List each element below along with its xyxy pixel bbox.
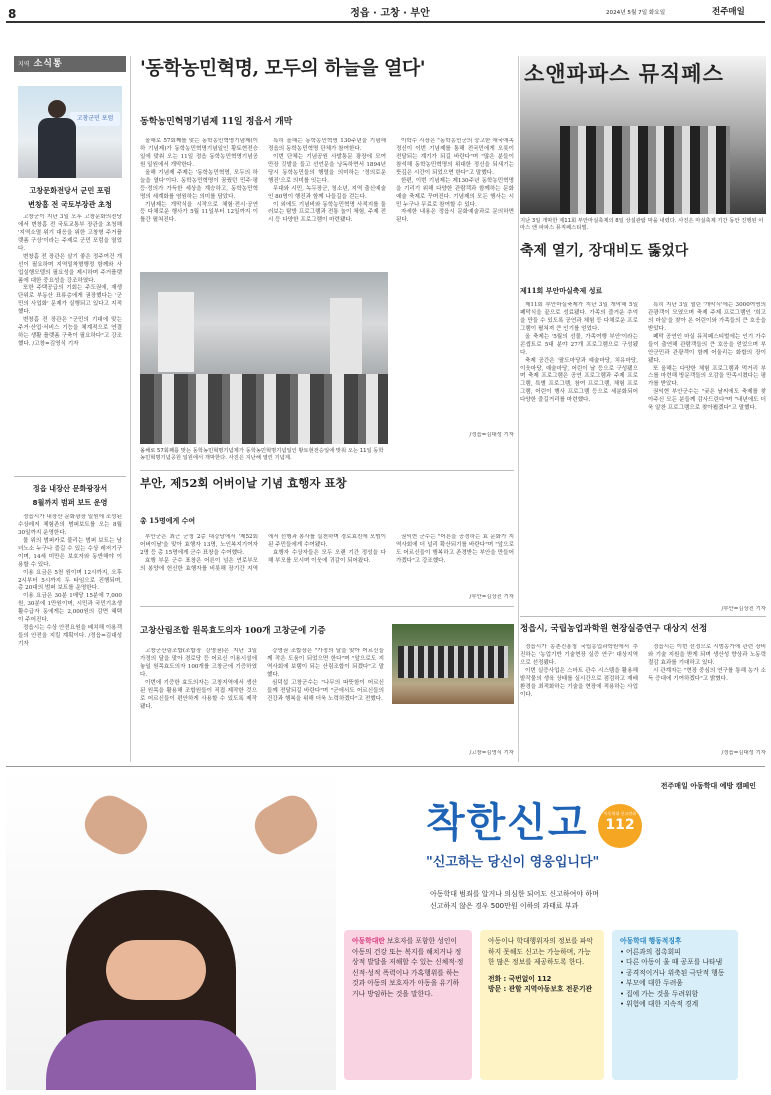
ad-box3-title: 아동학대 행동적징후 (620, 937, 682, 945)
chair-body: 고창군산림조합(조합장 강영권)은 지난 3일 가정의 달을 맞아 경로당 등 어르신 이용시설에 놓일 원목효도의자 100개를 고창군에 기증하였다. 이번에 기증한 효도의자는 고창지역에서 생산된 원목을 활용해 조합원들이 직접 제작한 것으로 어르신들이 편안하게 사용할 수 있도록 제작됐다. 강영권 조합장은 "가정의 달을 맞아 어르신들께 작은 도움이 되었으면 한다"며 "앞으로도 지역사회에 보탬이 되는 산림조합이 되겠다"고 말했다. 심덕섭 고창군수는 "나무의 따뜻함이 어르신들께 전달되길 바란다"며 "군에서도 어르신들의 건강과 행복을 위해 더욱 노력하겠다"고 전했다. (140, 648, 384, 710)
ad-box3-item: • 공격적이거나 위축된 극단적 행동 (620, 968, 725, 977)
sidebar-photo-banner: 고창군민 포럼 (70, 112, 120, 126)
ad-badge-small: 아동학대 신고전화 (603, 811, 637, 816)
festival-subhead: 제11회 부안마실축제 성료 (520, 286, 603, 295)
child-illustration (6, 770, 336, 1090)
sidebar-item1-title-b: 변창흠 전 국토부장관 초청 (28, 200, 112, 209)
festival-photo (520, 56, 766, 214)
crowd-shape (140, 374, 388, 444)
ad-box1-lead: 아동학대란 (352, 937, 385, 945)
chair-headline: 고창산림조합 원목효도의자 100개 고창군에 기증 (140, 626, 326, 636)
festival-photo-caption: 지난 3일 개막한 제11회 부안마실축제의 8일 상설관람 막을 내렸다. 사진은 마실축제 기간 동안 진행된 이마스 앤 파파스 뮤직페스티벌. (520, 218, 764, 232)
ad-box3-item: • 집에 가는 것을 두려워함 (620, 989, 699, 998)
ad-box3-item: • 부모에 대한 두려움 (620, 979, 683, 988)
ad-slogan: "신고하는 당신이 영웅입니다" (426, 855, 600, 870)
main-headline: '동학농민혁명, 모두의 하늘을 열다' (140, 57, 426, 79)
main-body: 올해로 57회째를 맞는 동학농민혁명기념제(이하 기념제)가 동학농민혁명기념일인 황토현전승일에 맞춰 오는 11일 정읍 동학농민혁명기념공원 일원에서 개막한다. 올해 기념제 주제는 '동학농민혁명, 모두의 하늘을 열다'이다. 동학농민혁명이 꿈꿨던 민주·평등·정의가 가득한 세상을 계승하고, 동학농민혁명의 세계화를 염원하는 의미를 담았다. 기념제는 개막식을 시작으로 체험·전시·공연 등 다채로운 행사가 5월 11일부터 12일까지 이틀간 펼쳐진다. 특히 올해는 동학농민혁명 130주년을 기념해 정읍의 동학농민혁명 단체가 참여한다. 이번 단체는 기념공원 사발통문 광장에 모여 만장 깃발을 들고 선언문을 낭독하면서 1894년 당시 동학농민들의 행렬을 의미하는 '정의로운 행진'으로 의미를 잇는다. 무대와 시민, 녹두장군, 청소년, 지역 출신예술인 80명이 행진과 함께 나들길을 걷는다. 이 외에도 기념비와 동학농민혁명 사적지를 둘러보는 탐방 프로그램과 전통 놀이 체험, 주제 전시 등 다양한 프로그램이 마련됐다. 이학수 시장은 "동학농민군의 숭고한 애국애족 정신이 이번 기념제를 통해 전국민에게 오롯이 전달되는 계기가 되길 바란다"며 "많은 분들이 참석해 동학농민혁명의 위대한 정신을 되새기는 뜻깊은 시간이 되었으면 한다"고 말했다. 한편, 이번 기념제는 제130주년 동학농민혁명을 기리기 위해 다양한 관람객과 함께하는 문화예술 축제로 꾸며진다. 기념제의 모든 행사는 시민 누구나 무료로 참여할 수 있다. 자세한 내용은 정읍시 문화예술과로 문의하면 된다. (140, 138, 514, 224)
ad-badge-number: 112 (605, 817, 635, 834)
hyo-body: 부안군은 최근 군청 2층 대강당에서 '제52회 어버이날'을 맞아 효행자 13명, 노인복지기여자 2명 등 총 15명에게 군수 표창을 수여했다. 효행 부문 군수 표창은 어른이 넘은 연로부모의 봉양에 헌신한 효행자를 비롯해 장기간 지역에서 선행과 봉사를 실천하며 경로효친에 모범이 된 주민들에게 수여됐다. 효행자 수상자들은 모두 오랜 기간 정성을 다해 부모를 모시며 이웃에 귀감이 되어왔다. 권익현 군수는 "어른을 공경하는 효 문화가 지역사회에 더 널리 확산되기를 바란다"며 "앞으로도 어르신들이 행복하고 존경받는 부안을 만들어가겠다"고 강조했다. (140, 534, 514, 572)
ad-box-definition (344, 930, 472, 1080)
ad-campaign: 전주매일 아동학대 예방 캠페인 (660, 782, 756, 790)
banner-shape (158, 292, 194, 372)
speaker-figure (48, 100, 66, 118)
festival-byline: /부안=김상진 기자 (721, 606, 766, 612)
sidebar-item2-title-b: 8월까지 범퍼 보트 운영 (32, 498, 108, 507)
sidebar-photo (18, 86, 122, 178)
ad-box2-visit: 방문 : 관할 지역아동보호 전문기관 (488, 985, 593, 994)
sidebar (14, 56, 126, 762)
main-subhead: 동학농민혁명기념제 11일 정읍서 개막 (140, 117, 293, 127)
research-body: 정읍시가 농촌진흥청 국립농업과학원에서 추진하는 '농업기반 기술현장 실증 연구' 대상지역으로 선정됐다. 이번 실증사업은 스마트 관수 시스템을 활용해 밭작물의 생육 상태를 실시간으로 점검하고 재배 환경을 최적화하는 기술을 현장에 적용하는 사업이다. 정읍시는 이번 선정으로 시범농가에 관련 장비와 기술 지원을 받게 되며 생산성 향상과 노동력 절감 효과를 기대하고 있다. 시 관계자는 "현장 중심의 연구를 통해 농가 소득 증대에 기여하겠다"고 밝혔다. (520, 644, 766, 698)
ad-block (6, 770, 766, 1090)
sidebar-label-title: 소식통 (33, 59, 63, 69)
speaker-body (38, 118, 76, 178)
main-photo-caption: 올해로 57회째를 맞는 동학농민혁명기념제가 동학농민혁명기념일인 황토현전승일에 맞춰 오는 11일 동학농민혁명기념공원 일원에서 개막한다. 사진은 지난해 열린 기념제. (140, 448, 384, 462)
ad-desc1: 아동학대 범죄를 알거나 의심한 되어도 신고하여야 하며 (430, 890, 599, 898)
chair-byline: /고창=김영식 기자 (469, 750, 514, 756)
sidebar-item2-title-a: 정읍 내장산 문화광장서 (32, 484, 108, 493)
hand-right (248, 788, 325, 861)
sidebar-item1-body: 고창군이 지난 3일 오후 고창문화의전당에서 변창흠 전 국토교통부 장관을 초청해 '지역소멸 위기 대응을 위한 고창형 주거플랫폼 구상'이라는 주제로 군민 포럼을 열었다. 변창흠 전 장관은 살기 좋은 정주여건 개선이 필요하며 지역밀착형행정 함께와 사업실행모델의 필요성을 제시하며 주거플랫폼에 대한 중요성을 강조하였다. 또한 주택공급의 기회는 주도권에, 재생단위로 부동산 표류층에게 권장했다는 '군민의 사업화' 문제가 실행되고 있다고 지적했다. 변창흠 전 장관은 "군민의 기대에 맞는 주거·산업·서비스 기능을 체계적으로 연결하는 생활 플랫폼 구축이 필요하다"고 강조했다. /고창=김영식 기자 (18, 214, 122, 347)
festival-body: 제11회 부안마실축제가 지난 3일 개막해 5일 폐막식을 끝으로 성료됐다. 가족의 즐거운 추억을 만들 수 있도록 공연과 체험 등 다채로운 프로그램이 펼쳐져 큰 인기를 얻었다. 올 축제는 '5월의 선물, 가족여행 부안'이라는 콘셉트로 5대 분야 27개 프로그램으로 구성됐다. 축제 공간은 '팔도마당과 예술마당, 치유마당, 이웃마당, 예술마당, 어린이 날 등으로 구성됐으며 축제 프로그램은 공연 프로그램과 주제 프로그램, 특별 프로그램, 참여 프로그램, 체험 프로그램, 어린이 행사 프로그램 등으로 세분화되어 다양한 즐길거리를 마련했다. 특히 지난 3일 열린 '개막식'에는 3000여명의 관광객이 모였으며 축제 주제 프로그램인 '희고의 마실'을 찾아 온 어린이와 가족들의 큰 호응을 받았다. 폐막 공연인 마실 뮤직페스티벌에는 인기 가수들이 출연해 관람객들의 큰 호응을 얻었으며 부안군민과 관광객이 함께 어울리는 화합의 장이 됐다. 또 올해는 다양한 체험 프로그램과 먹거리 부스를 마련해 방문객들의 오감을 만족시켰다는 평가를 받았다. 권익현 부안군수는 "궂은 날씨에도 축제를 찾아주신 모든 분들께 감사드린다"며 "내년에도 더욱 알찬 프로그램으로 찾아뵙겠다"고 말했다. (520, 302, 766, 412)
hyo-subhead: 총 15명에게 수여 (140, 516, 196, 525)
sidebar-item2-body: 정읍시가 내장산 문화광장 일원에 조성된 수상레저 체험존의 범퍼보트를 오는 8월 30일까지 운영한다. 물 위의 범퍼카로 불리는 범퍼 보트는 남녀노소 누구나 즐길 수 있는 수상 레저기구이며, 14세 미만은 보호자와 동반해야 이용할 수 있다. 이용 요금은 5천 원이며 12시까지, 오후 2시부터 5시까지 두 타임으로 진행되며, 총 20대의 범퍼 보트를 운영한다. 이용 요금은 30분 1매당 15분에 7,000원, 30분에 1만원이며, 시민과 국민기초생활수급자 동에게는 2,000원의 감면 혜택이 주어진다. 정읍시는 수상 안전요원을 배치해 이용객들의 안전을 지킬 계획이다. /정읍=김대성 기자 (18, 514, 122, 647)
sidebar-label (14, 56, 126, 72)
hyo-headline: 부안, 제52회 어버이날 기념 효행자 표창 (140, 476, 347, 490)
ad-box-signs (612, 930, 738, 1080)
ad-box-report (480, 930, 604, 1080)
child-hands (106, 940, 206, 1000)
ad-title: 착한신고 (426, 800, 589, 846)
ad-box2-text: 아동이나 학대행위자의 정보를 파악하지 못해도 신고는 가능하며, 가능한 많은 정보를 제공하도록 한다. (488, 937, 593, 967)
ad-desc2: 신고하지 않은 경우 500만원 이하의 과태료 부과 (430, 902, 579, 910)
chair-group (398, 646, 508, 678)
banner-shape-2 (330, 298, 362, 374)
sidebar-item1-title-a: 고창문화전당서 군민 포럼 (29, 186, 111, 195)
main-photo (140, 272, 388, 444)
research-byline: /정읍=김대성 기자 (721, 750, 766, 756)
festival-banner: 소앤파파스 뮤직페스 (524, 62, 724, 86)
ad-box3-item: • 다른 아동이 울 때 공포를 나타냄 (620, 958, 723, 967)
festival-headline: 축제 열기, 장대비도 뚫었다 (520, 243, 689, 259)
ad-box1-text: 보호자를 포함한 성인이 아동의 건강 또는 복지를 해치거나 정상적 발달을 저해할 수 있는 신체적·정신적·성적 폭력이나 가혹행위를 하는 것과 아동의 보호자가 아동을 유기하거나 방임하는 것을 말한다. (352, 937, 464, 998)
research-headline: 정읍시, 국립농업과학원 현장실증연구 대상지 선정 (520, 624, 708, 634)
page-number: 8 (8, 7, 17, 21)
issue-date: 2024년 5월 7일 화요일 (606, 10, 666, 16)
main-byline: /정읍=김대성 기자 (469, 432, 514, 438)
stage-figures (560, 126, 730, 214)
ad-box2-phone: 전화 : 국번없이 112 (488, 974, 552, 983)
child-body (46, 1020, 256, 1090)
section-title: 정읍 · 고창 · 부안 (350, 8, 430, 19)
hyo-byline: /부안=김상진 기자 (469, 594, 514, 600)
ad-badge (598, 804, 642, 848)
chair-photo (392, 624, 514, 704)
paper-name: 전주매일 (712, 7, 745, 17)
ad-box3-item: • 위험에 대한 지속적 경계 (620, 1000, 699, 1009)
ad-box3-item: • 어른과의 접촉회피 (620, 947, 681, 956)
hand-left (78, 788, 155, 861)
sidebar-label-prefix: 지역 (18, 61, 30, 68)
